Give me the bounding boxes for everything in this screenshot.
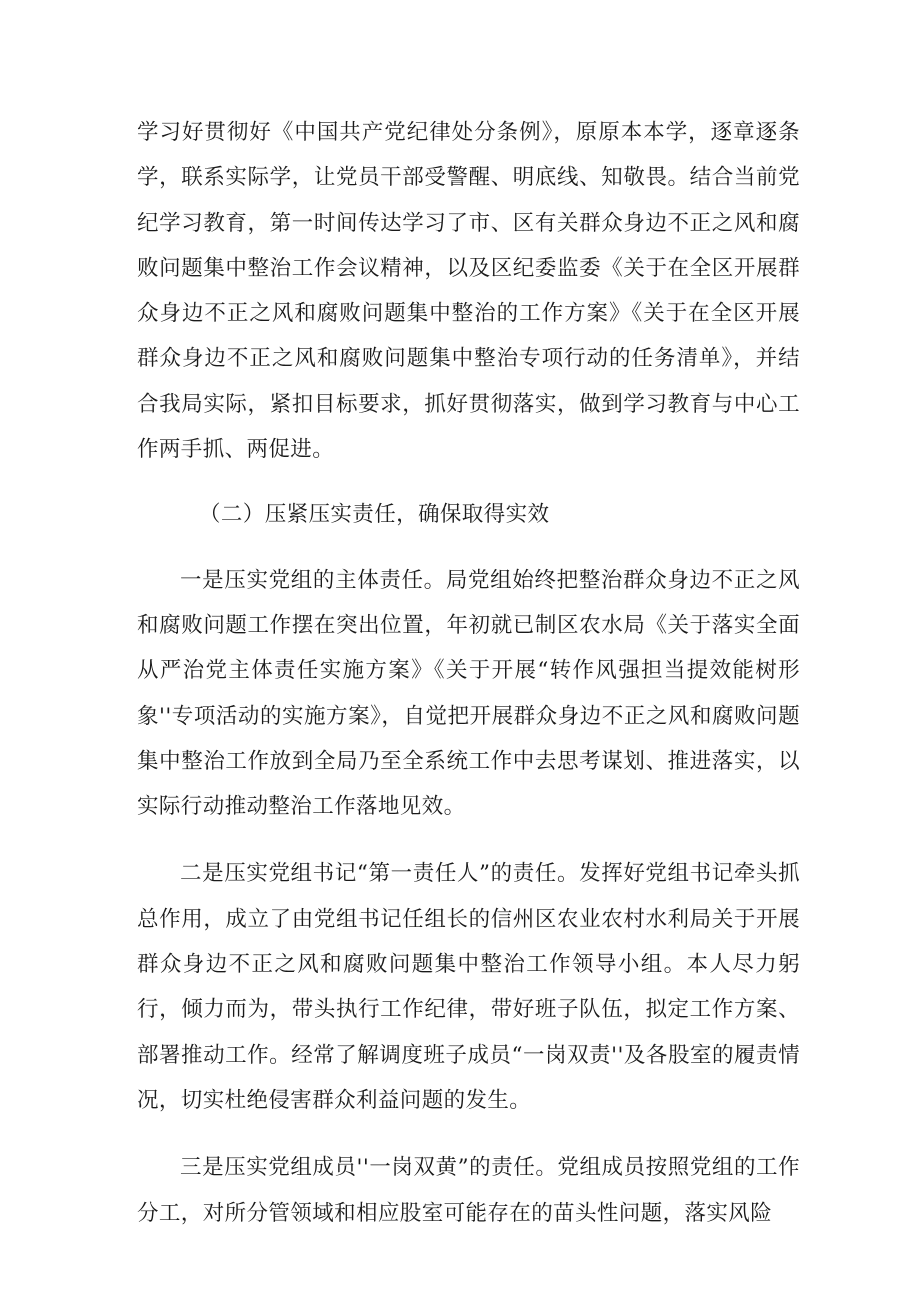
paragraph-secretary-responsibility: 二是压实党组书记“第一责任人”的责任。发挥好党组书记牵头抓总作用，成立了由党组书记任组长的信州区农业农村水利局关于开展群众身边不正之风和腐败问题集中整治工作领导小组。本人尽力躬行，倾力而为，带头执行工作纪律，带好班子队伍，拟定工作方案、部署推动工作。经常了解调度班子成员“一岗双责''及各股室的履责情况，切实杜绝侵害群众利益问题的发生。 — [137, 861, 800, 1113]
paragraph-member-responsibility: 三是压实党组成员''一岗双黄”的责任。党组成员按照党组的工作分工，对所分管领域和相应股室可能存在的苗头性问题，落实风险 — [137, 1155, 800, 1226]
spacer — [137, 472, 800, 492]
spacer — [137, 829, 800, 851]
section-heading-2: （二）压紧压实责任，确保取得实效 — [199, 502, 550, 528]
paragraph-study-regulations: 学习好贯彻好《中国共产党纪律处分条例》，原原本本学，逐章逐条学，联系实际学，让党员干部受警醒、明底线、知敬畏。结合当前党纪学习教育，第一时间传达学习了市、区有关群众身边不正之风和腐败问题集中整治工作会议精神，以及区纪委监委《关于在全区开展群众身边不正之风和腐败问题集中整治的工作方案》《关于在全区开展群众身边不正之风和腐败问题集中整治专项行动的任务清单》，并结合我局实际，紧扣目标要求，抓好贯彻落实，做到学习教育与中心工作两手抓、两促进。 — [137, 120, 800, 463]
paragraph-party-group-responsibility: 一是压实党组的主体责任。局党组始终把整治群众身边不正之风和腐败问题工作摆在突出位置，年初就已制区农水局《关于落实全面从严治党主体责任实施方案》《关于开展“转作风强担当提效能树形象''专项活动的实施方案》，自觉把开展群众身边不正之风和腐败问题集中整治工作放到全局乃至全系统工作中去思考谋划、推进落实，以实际行动推动整治工作落地见效。 — [137, 567, 800, 820]
spacer — [137, 538, 800, 558]
spacer — [137, 1123, 800, 1145]
